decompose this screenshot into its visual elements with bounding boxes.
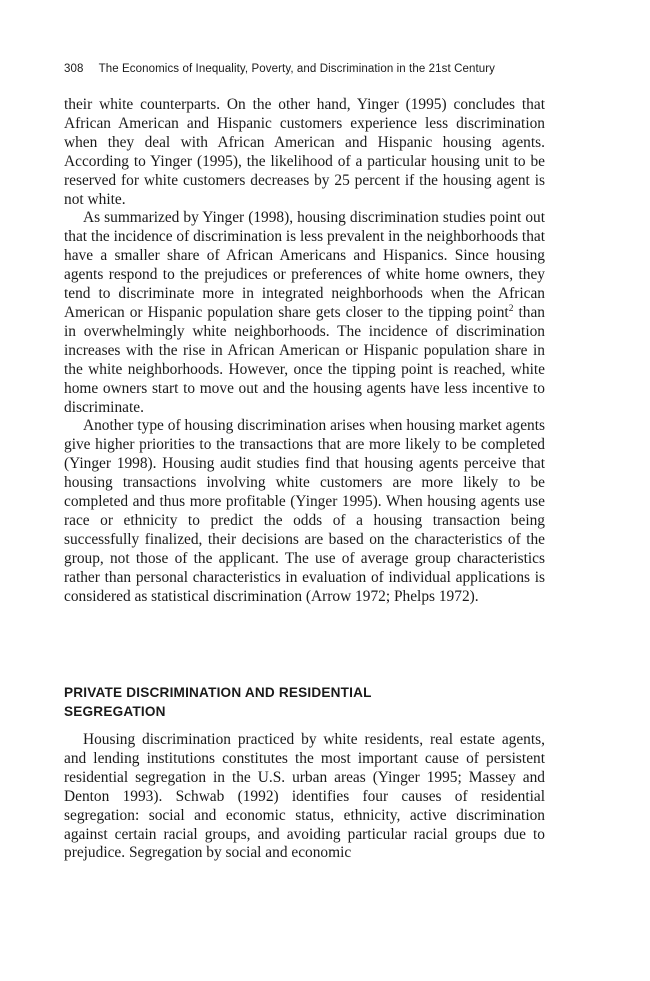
paragraph: Another type of housing discrimination arises when housing market agents give higher priorities to the transactions that are more likely to be completed (Yinger 1998). Housing audit studies find that housing agents perceive that housing transactions involving white customers are more likely to be completed and thus more profitable (Yinger 1995). When housing agents use race or ethnicity to predict the odds of a housing transaction being successfully finalized, their decisions are based on the characteristics of the group, not those of the applicant. The use of average group characteristics rather than personal characteristics in evaluation of individual applications is considered as statistical discrimination (Arrow 1972; Phelps 1972). <box>64 417 545 605</box>
page-number: 308 <box>64 63 84 75</box>
footnote-marker[interactable]: 2 <box>508 303 514 314</box>
running-header <box>64 63 495 75</box>
section-heading-line: PRIVATE DISCRIMINATION AND RESIDENTIAL <box>64 685 372 700</box>
paragraph: their white counterparts. On the other hand, Yinger (1995) concludes that African American and Hispanic customers experience less discrimination when they deal with African American and Hispanic housing agents. According to Yinger (1995), the likelihood of a particular housing unit to be reserved for white customers decreases by 25 percent if the housing agent is not white. <box>64 96 545 208</box>
section-heading-line: SEGREGATION <box>64 703 166 719</box>
paragraph <box>64 209 545 417</box>
section-body-text <box>64 731 545 863</box>
body-text-block <box>64 96 545 606</box>
paragraph-text: than in overwhelmingly white neighborhoods. The incidence of discrimination increases with the rise in African American or Hispanic population share in the white neighborhoods. However, once the tipping point is reached, white home owners start to move out and the housing agents have less incentive to discriminate. <box>64 303 545 416</box>
section-heading <box>64 684 545 721</box>
paragraph: Housing discrimination practiced by white residents, real estate agents, and lending institutions constitutes the most important cause of persistent residential segregation in the U.S. urban areas (Yinger 1995; Massey and Denton 1993). Schwab (1992) identifies four causes of residential segregation: social and economic status, ethnicity, active discrimination against certain racial groups, and avoiding particular racial groups due to prejudice. Segregation by social and economic <box>64 731 545 862</box>
running-title: The Economics of Inequality, Poverty, and Discrimination in the 21st Century <box>98 63 496 75</box>
paragraph-text: As summarized by Yinger (1998), housing discrimination studies point out that the incidence of discrimination is less prevalent in the neighborhoods that have a smaller share of African Americans and Hispanics. Since housing agents respond to the prejudices or preferences of white home owners, they tend to discriminate more in integrated neighborhoods when the African American or Hispanic population share gets closer to the tipping point <box>64 209 545 321</box>
